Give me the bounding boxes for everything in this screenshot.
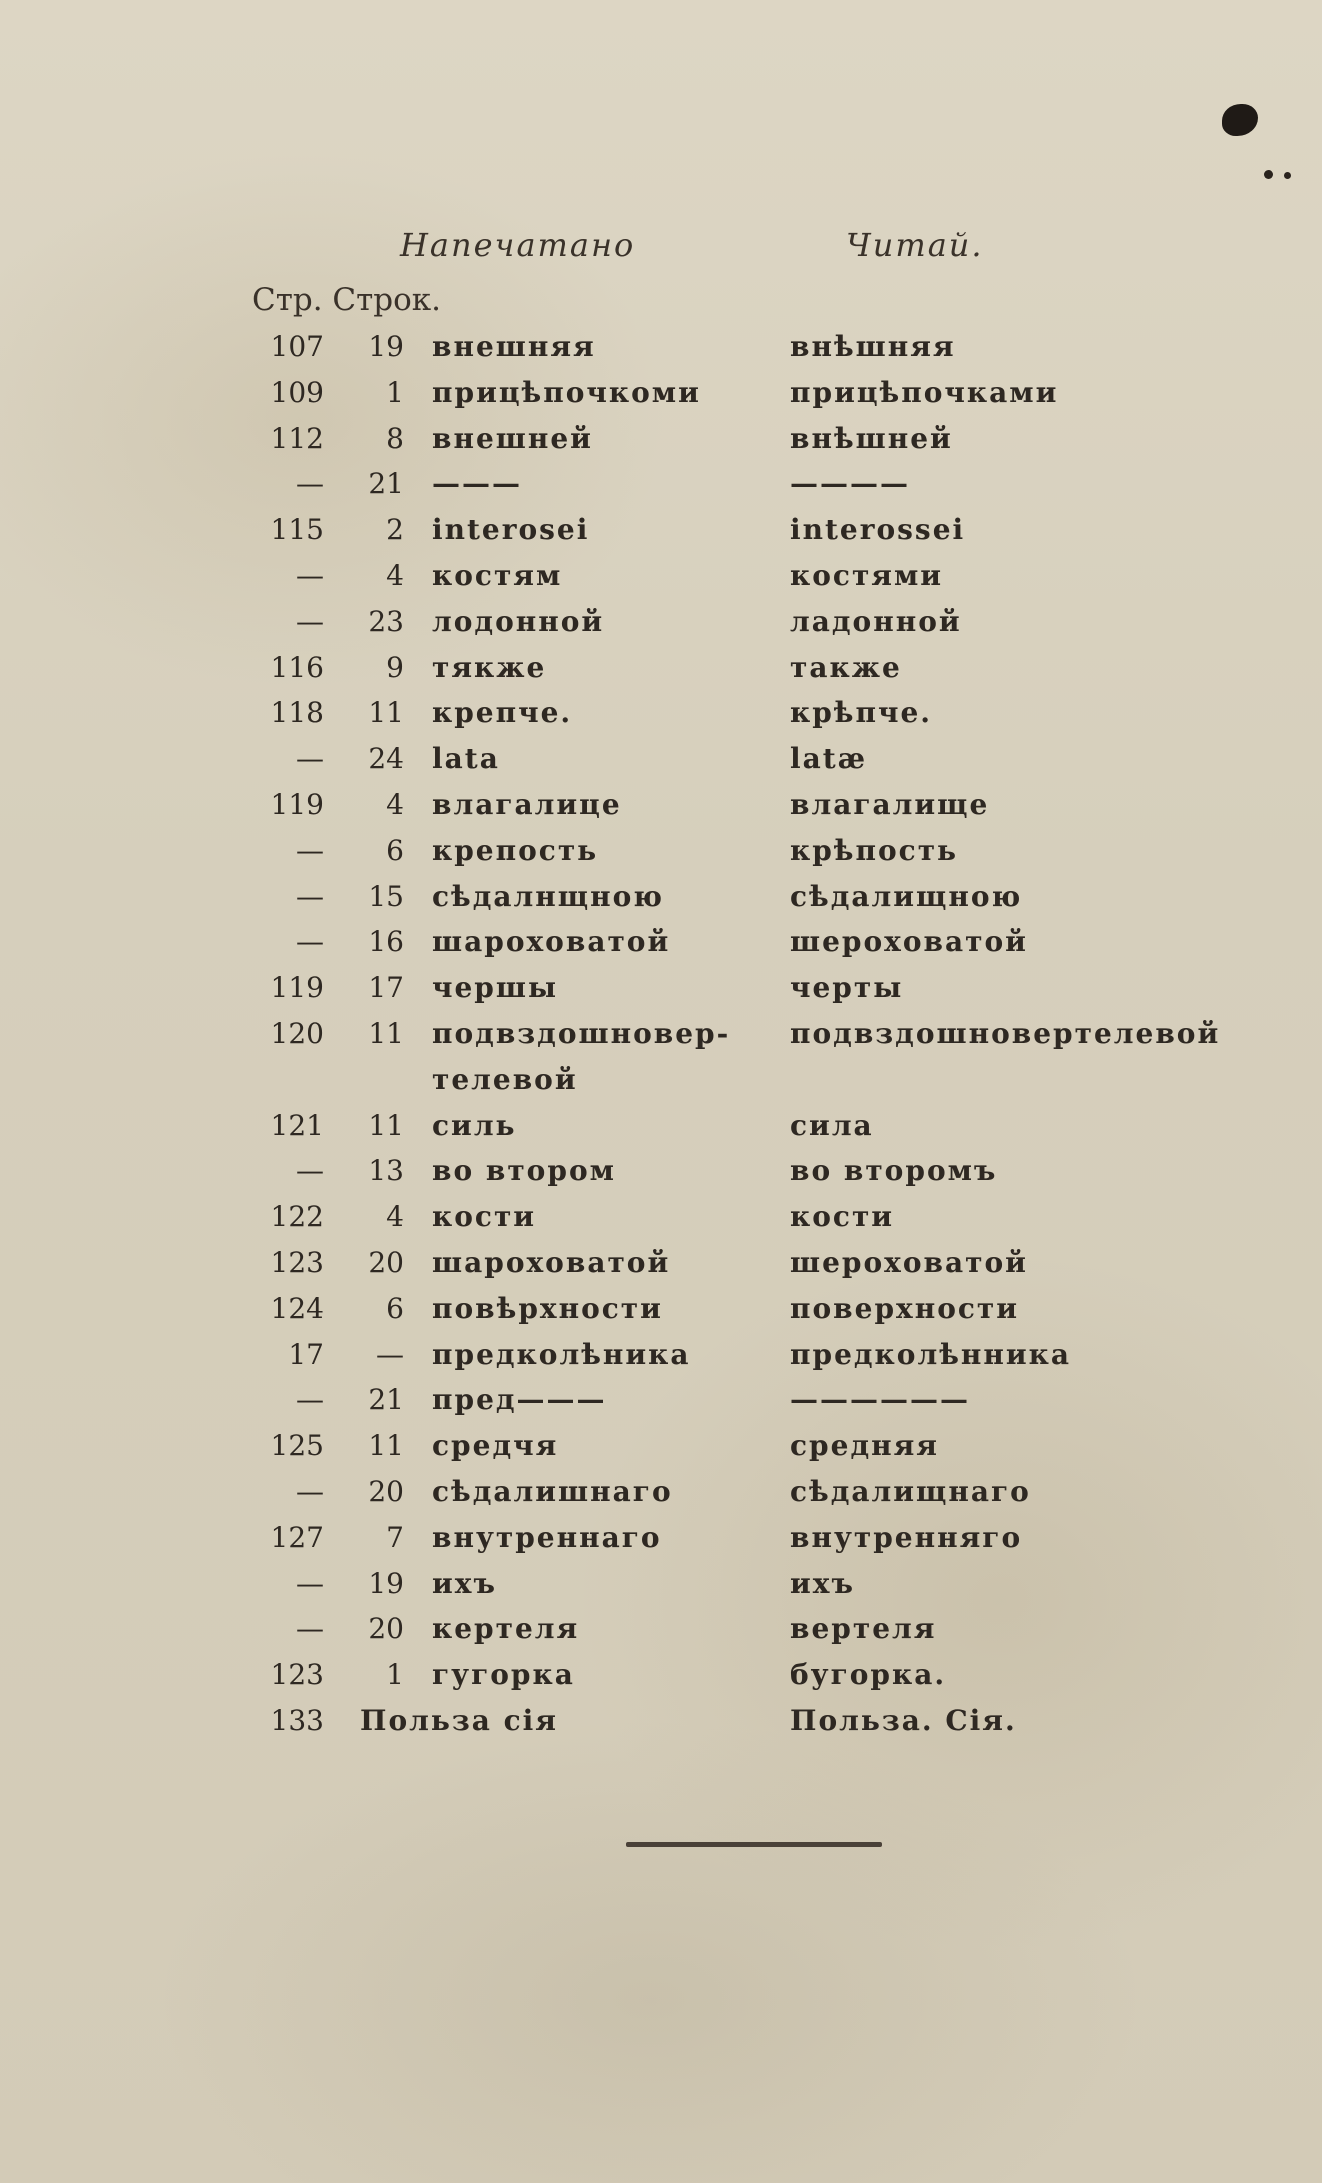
row-printed: сѣдалишнаго <box>432 1475 673 1508</box>
errata-row <box>0 1109 1322 1155</box>
errata-row <box>0 834 1322 880</box>
row-printed: повѣрхности <box>432 1291 663 1325</box>
row-page: — <box>296 467 324 501</box>
row-line: 16 <box>368 925 404 959</box>
row-line: 11 <box>368 1017 404 1050</box>
errata-row <box>0 651 1322 697</box>
row-printed: крепость <box>432 833 599 867</box>
row-printed: Польза сія <box>360 1704 558 1737</box>
row-page: 116 <box>270 650 324 684</box>
row-correct: Польза. Сія. <box>790 1704 1017 1737</box>
row-correct: ихъ <box>790 1566 855 1600</box>
row-printed: ——— <box>432 467 522 501</box>
row-correct: interossei <box>790 513 966 547</box>
row-line: 1 <box>386 1658 404 1692</box>
row-correct: latæ <box>790 742 868 776</box>
errata-row <box>0 971 1322 1017</box>
row-printed: крепче. <box>432 696 573 730</box>
row-correct: —————— <box>790 1383 970 1417</box>
errata-row <box>0 1658 1322 1704</box>
errata-row <box>0 330 1322 376</box>
errata-row <box>0 1246 1322 1292</box>
row-printed: телевой <box>432 1062 578 1096</box>
ink-blot <box>1222 104 1258 136</box>
row-printed: шароховатой <box>432 925 671 959</box>
row-line: 20 <box>368 1475 404 1508</box>
errata-row <box>0 925 1322 971</box>
row-printed: lata <box>432 742 500 776</box>
errata-row <box>0 1475 1322 1521</box>
row-correct: внутренняго <box>790 1520 1023 1554</box>
row-printed: влагалицe <box>432 788 622 821</box>
row-printed: шароховатой <box>432 1246 671 1279</box>
row-page: 119 <box>270 788 324 821</box>
row-page: 17 <box>288 1337 324 1371</box>
errata-row <box>0 1612 1322 1658</box>
errata-row <box>0 467 1322 513</box>
errata-row-last <box>0 1704 1322 1750</box>
row-correct: внѣшняя <box>790 330 956 363</box>
errata-row <box>0 1063 1322 1109</box>
row-page: 109 <box>270 375 324 409</box>
row-line: 20 <box>368 1612 404 1646</box>
errata-row <box>0 880 1322 926</box>
row-correct: влагалище <box>790 788 990 821</box>
row-correct: сѣдалищнаго <box>790 1475 1031 1508</box>
row-printed: предколѣника <box>432 1337 691 1371</box>
row-page: 120 <box>270 1017 324 1050</box>
row-page: 123 <box>270 1246 324 1279</box>
row-line: 11 <box>368 696 404 730</box>
row-line: 8 <box>386 421 404 455</box>
row-line: 19 <box>368 330 404 363</box>
ink-spot <box>1264 170 1273 179</box>
errata-row <box>0 1338 1322 1384</box>
row-printed: interosei <box>432 513 590 547</box>
row-line: 24 <box>368 742 404 776</box>
row-page: 123 <box>270 1658 324 1692</box>
row-printed: силь <box>432 1108 517 1142</box>
row-correct: бугорка. <box>790 1658 947 1692</box>
errata-row <box>0 1383 1322 1429</box>
row-line: 15 <box>368 879 404 913</box>
row-printed: гугорка <box>432 1658 575 1692</box>
row-line: 21 <box>368 1383 404 1417</box>
row-page: — <box>296 559 324 592</box>
row-printed: кости <box>432 1200 537 1234</box>
row-page: 112 <box>270 421 324 455</box>
row-page: 115 <box>270 513 324 547</box>
errata-row <box>0 1429 1322 1475</box>
row-correct: также <box>790 650 902 684</box>
row-printed: средчя <box>432 1429 559 1463</box>
errata-row <box>0 696 1322 742</box>
row-line: 1 <box>386 375 404 409</box>
row-line: — <box>376 1337 404 1371</box>
row-printed: сѣдалнщною <box>432 879 664 913</box>
row-printed: подвздошновер- <box>432 1017 731 1050</box>
row-line: 11 <box>368 1429 404 1463</box>
row-line: 20 <box>368 1246 404 1279</box>
ink-spot <box>1284 172 1291 179</box>
row-page: 125 <box>270 1429 324 1463</box>
row-line: 2 <box>386 513 404 547</box>
row-line: 23 <box>368 604 404 638</box>
row-page: 122 <box>270 1200 324 1234</box>
row-correct: крѣпость <box>790 833 959 867</box>
row-line: 21 <box>368 467 404 501</box>
row-page: — <box>296 1154 324 1188</box>
errata-row <box>0 376 1322 422</box>
row-printed: внешней <box>432 421 593 455</box>
row-line: 4 <box>386 559 404 592</box>
row-correct: предколѣнника <box>790 1337 1071 1371</box>
row-correct: шероховатой <box>790 925 1028 959</box>
row-page: — <box>296 1612 324 1646</box>
errata-row <box>0 1154 1322 1200</box>
row-printed: кертеля <box>432 1612 580 1646</box>
row-printed: тякже <box>432 650 547 684</box>
row-correct: прицѣпочками <box>790 375 1059 409</box>
row-line: 7 <box>386 1520 404 1554</box>
row-correct: во второмъ <box>790 1154 998 1188</box>
row-page: — <box>296 1475 324 1508</box>
errata-row <box>0 1567 1322 1613</box>
row-correct: сѣдалищною <box>790 879 1023 913</box>
row-correct: крѣпче. <box>790 696 933 730</box>
errata-row <box>0 559 1322 605</box>
row-page: 133 <box>270 1704 324 1737</box>
errata-row <box>0 742 1322 788</box>
row-line: 4 <box>386 788 404 821</box>
row-correct: ———— <box>790 467 910 501</box>
row-line: 11 <box>368 1108 404 1142</box>
row-correct: внѣшней <box>790 421 953 455</box>
row-page: — <box>296 1566 324 1600</box>
row-printed: пред——— <box>432 1383 607 1417</box>
row-printed: костям <box>432 559 563 592</box>
errata-row <box>0 513 1322 559</box>
header-printed: Напечатано <box>400 226 636 264</box>
errata-row <box>0 1292 1322 1338</box>
row-printed: чершы <box>432 971 559 1005</box>
closing-rule <box>626 1842 882 1847</box>
row-page: 107 <box>270 330 324 363</box>
row-printed: ихъ <box>432 1566 497 1600</box>
row-page: 124 <box>270 1291 324 1325</box>
row-page: — <box>296 604 324 638</box>
row-correct: черты <box>790 971 904 1005</box>
errata-row <box>0 605 1322 651</box>
header-read: Читай. <box>846 226 984 264</box>
row-line: 6 <box>386 1291 404 1325</box>
row-page: 118 <box>270 696 324 730</box>
row-page: — <box>296 925 324 959</box>
row-page: — <box>296 833 324 867</box>
row-page: — <box>296 1383 324 1417</box>
row-page: — <box>296 742 324 776</box>
row-line: 4 <box>386 1200 404 1234</box>
row-page: 121 <box>270 1108 324 1142</box>
row-correct: сила <box>790 1108 874 1142</box>
row-printed: внутреннаго <box>432 1520 662 1554</box>
row-printed: лодонной <box>432 604 605 638</box>
errata-row <box>0 1017 1322 1063</box>
row-correct: поверхности <box>790 1291 1020 1325</box>
column-headers: Стр. Строк. <box>252 282 442 318</box>
row-page: — <box>296 879 324 913</box>
row-printed: во втором <box>432 1154 616 1188</box>
errata-row <box>0 422 1322 468</box>
row-line: 17 <box>368 971 404 1005</box>
row-correct: средняя <box>790 1429 939 1463</box>
errata-row <box>0 788 1322 834</box>
row-printed: внешняя <box>432 330 596 363</box>
row-line: 19 <box>368 1566 404 1600</box>
row-correct: подвздошновертелевой <box>790 1017 1221 1050</box>
row-page: 127 <box>270 1520 324 1554</box>
row-correct: костями <box>790 559 944 592</box>
errata-row <box>0 1200 1322 1246</box>
row-printed: прицѣпочкоми <box>432 375 701 409</box>
row-line: 6 <box>386 833 404 867</box>
row-line: 9 <box>386 650 404 684</box>
row-page: 119 <box>270 971 324 1005</box>
row-correct: кости <box>790 1200 895 1234</box>
row-correct: вертеля <box>790 1612 937 1646</box>
row-correct: шероховатой <box>790 1246 1028 1279</box>
errata-row <box>0 1521 1322 1567</box>
row-correct: ладонной <box>790 604 962 638</box>
row-line: 13 <box>368 1154 404 1188</box>
